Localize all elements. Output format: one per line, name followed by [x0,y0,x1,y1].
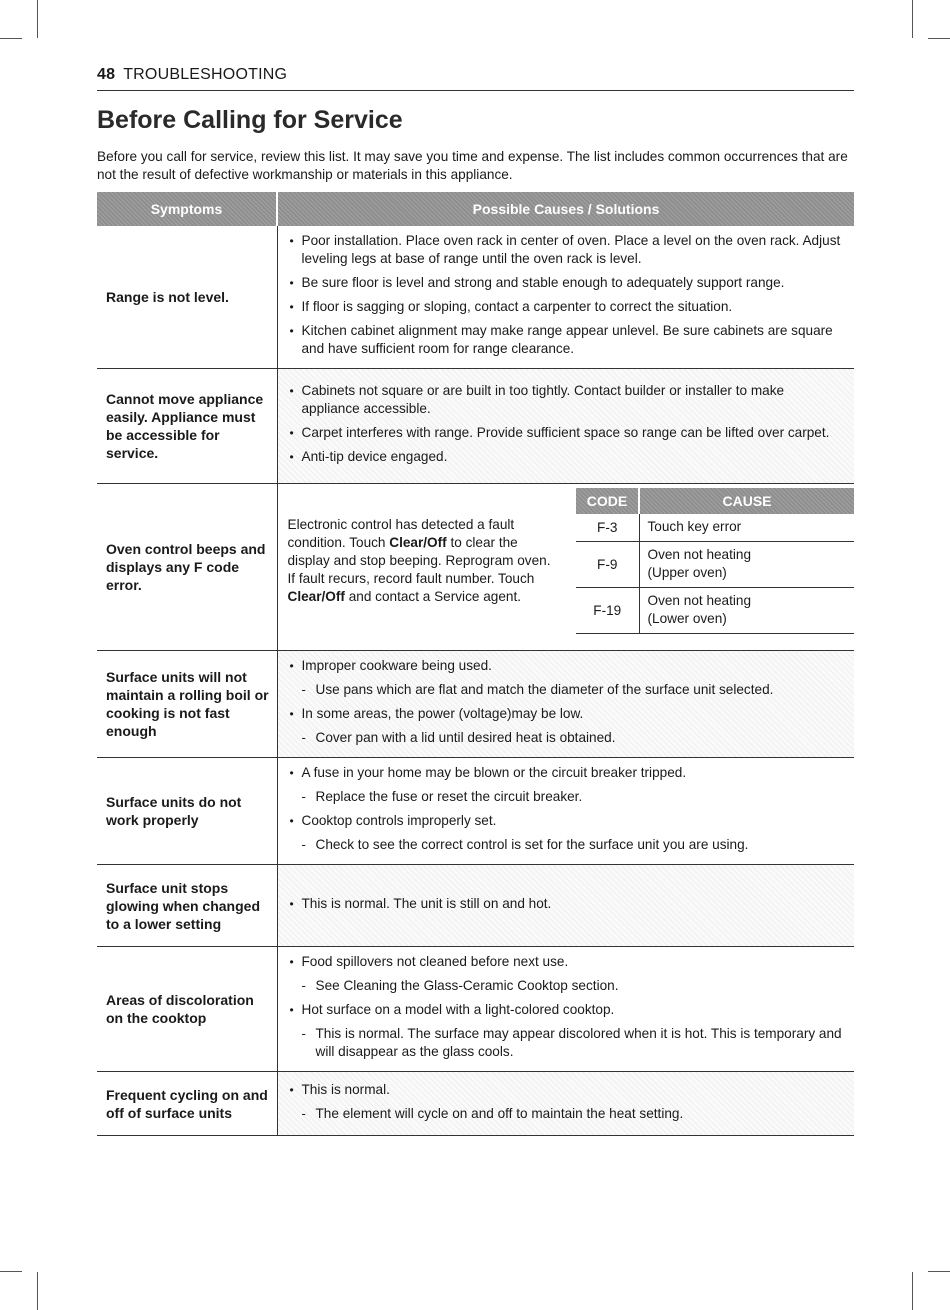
crop-mark [37,1272,38,1310]
table-row [97,651,854,758]
list-item: • This is normal. [288,1081,847,1099]
symptom-cell: Areas of discoloration on the cooktop [97,947,277,1072]
list-item: • This is normal. The unit is still on and hot. [288,895,847,913]
symptom-cell: Range is not level. [97,226,277,369]
column-header-symptoms: Symptoms [97,192,277,226]
crop-mark [912,0,913,38]
table-row [97,484,854,651]
error-code: F-19 [576,588,639,634]
error-code: F-9 [576,542,639,588]
table-row [97,947,854,1072]
list-item: • In some areas, the power (voltage)may be low. [288,705,847,723]
list-item: • Cooktop controls improperly set. [288,812,847,830]
clear-off-label: Clear/Off [287,589,345,604]
list-item: - See Cleaning the Glass-Ceramic Cooktop section. [288,977,847,995]
list-item: • Cabinets not square or are built in too tightly. Contact builder or installer to make appliance accessible. [288,382,847,418]
cause-column-header: CAUSE [639,488,854,514]
crop-mark [928,38,950,39]
table-row [97,369,854,484]
crop-mark [37,0,38,38]
solution-cell [277,651,854,758]
list-item: • Anti-tip device engaged. [288,448,847,466]
list-item: • Poor installation. Place oven rack in center of oven. Place a level on the oven rack. Adjust leveling legs at base of range until the oven rack is level. [288,232,847,268]
solution-cell [277,226,854,369]
list-item: - Use pans which are flat and match the diameter of the surface unit selected. [288,681,847,699]
solution-cell [277,484,854,651]
list-item: - The element will cycle on and off to maintain the heat setting. [288,1105,847,1123]
symptom-cell: Surface units do not work properly [97,758,277,865]
list-item: • A fuse in your home may be blown or the circuit breaker tripped. [288,764,847,782]
symptom-cell: Oven control beeps and displays any F code error. [97,484,277,651]
error-code: F-3 [576,514,639,542]
oven-control-block [288,488,855,634]
symptom-cell: Surface units will not maintain a rolling boil or cooking is not fast enough [97,651,277,758]
list-item: • Carpet interferes with range. Provide sufficient space so range can be lifted over carpet. [288,424,847,442]
table-row [97,1072,854,1136]
error-cause: Oven not heating (Lower oven) [639,588,854,634]
list-item: - Cover pan with a lid until desired heat is obtained. [288,729,847,747]
list-item: • Be sure floor is level and strong and stable enough to adequately support range. [288,274,847,292]
error-cause: Oven not heating (Upper oven) [639,542,854,588]
code-row [576,514,854,542]
list-item: - This is normal. The surface may appear discolored when it is hot. This is temporary and will disappear as the glass cools. [288,1025,847,1061]
error-code-table [576,488,854,634]
table-row [97,758,854,865]
solution-cell [277,758,854,865]
solution-cell [277,865,854,947]
list-item: - Check to see the correct control is set for the surface unit you are using. [288,836,847,854]
column-header-causes: Possible Causes / Solutions [277,192,854,226]
symptom-cell: Surface unit stops glowing when changed to a lower setting [97,865,277,947]
page-title: Before Calling for Service [97,106,403,134]
symptom-cell: Frequent cycling on and off of surface units [97,1072,277,1136]
list-item: • If floor is sagging or sloping, contact a carpenter to correct the situation. [288,298,847,316]
troubleshooting-table [97,192,854,1136]
code-row [576,588,854,634]
crop-mark [0,1271,22,1272]
list-item: - Replace the fuse or reset the circuit breaker. [288,788,847,806]
symptom-cell: Cannot move appliance easily. Appliance must be accessible for service. [97,369,277,484]
crop-mark [0,38,22,39]
page-number: 48 [97,66,116,83]
list-item: • Improper cookware being used. [288,657,847,675]
solution-cell [277,1072,854,1136]
crop-mark [928,1271,950,1272]
table-header-row [97,192,854,226]
code-row [576,542,854,588]
section-title: TROUBLESHOOTING [123,66,288,83]
intro-paragraph: Before you call for service, review this list. It may save you time and expense. The list includes common occurrences that are not the result of defective workmanship or materials in this appliance. [97,149,848,182]
clear-off-label: Clear/Off [389,535,447,550]
solution-cell [277,369,854,484]
table-row [97,865,854,947]
solution-cell [277,947,854,1072]
list-item: • Kitchen cabinet alignment may make range appear unlevel. Be sure cabinets are square and have sufficient room for range clearance. [288,322,847,358]
code-table-header [576,488,854,514]
list-item: • Hot surface on a model with a light-colored cooktop. [288,1001,847,1019]
error-cause: Touch key error [639,514,854,542]
oven-control-instructions: Electronic control has detected a fault condition. Touch Clear/Off to clear the display and stop beeping. Reprogram oven. If fault recurs, record fault number. Touch Clear/Off and contact a Service agent. [287,517,551,604]
code-column-header: CODE [576,488,639,514]
table-row [97,226,854,369]
page-header [97,66,854,91]
list-item: • Food spillovers not cleaned before next use. [288,953,847,971]
crop-mark [912,1272,913,1310]
